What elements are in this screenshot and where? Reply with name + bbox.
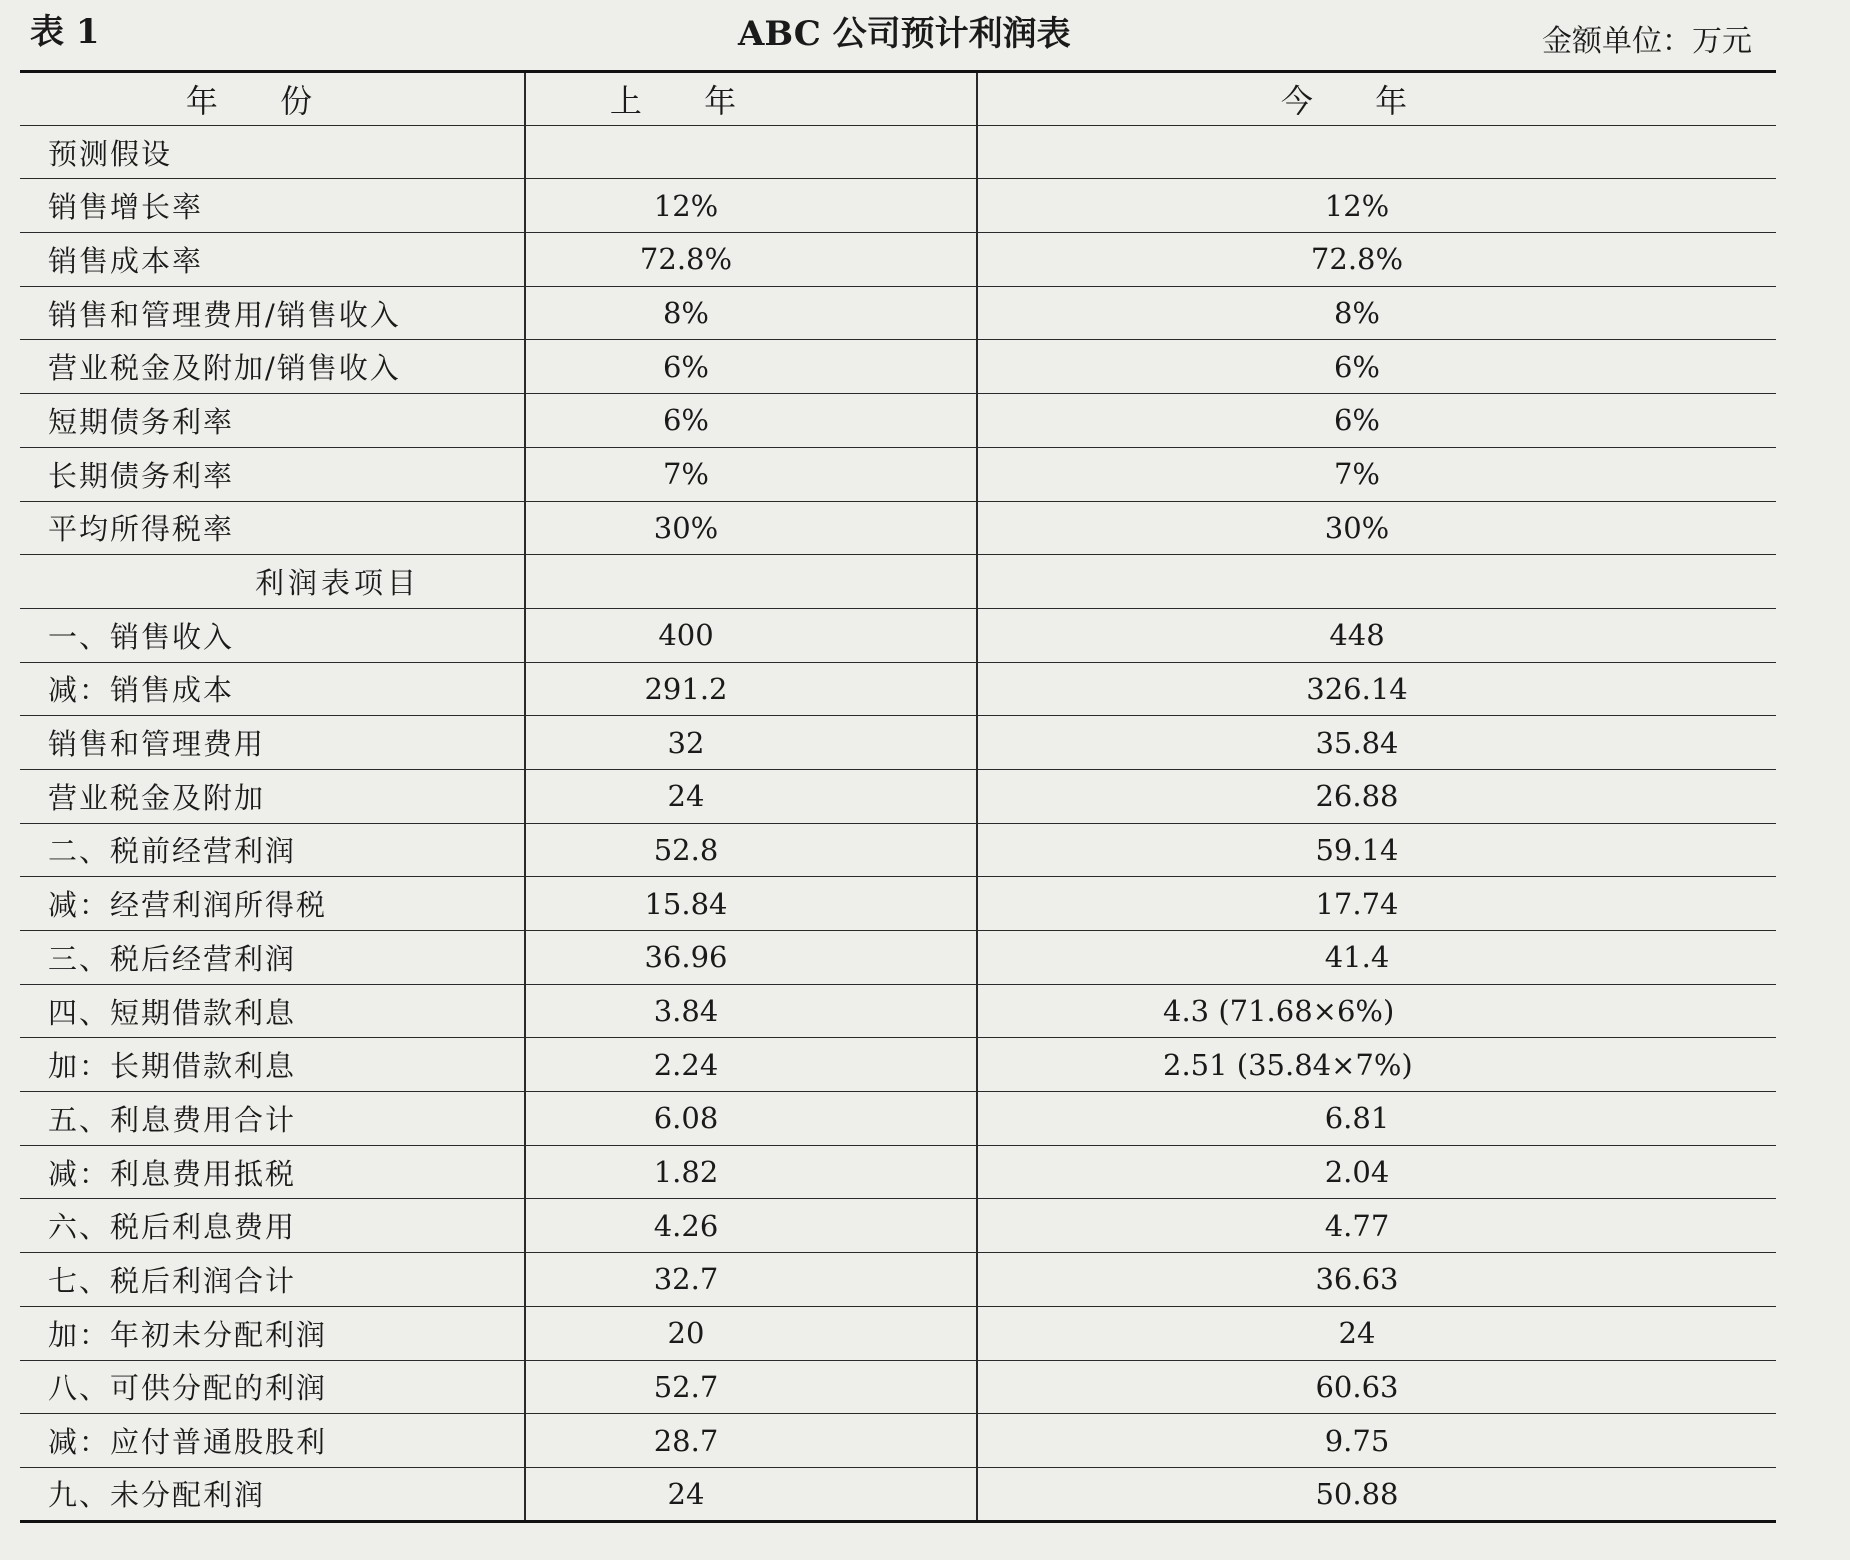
table-row: [20, 769, 1776, 823]
empty-cell: [525, 555, 977, 609]
prev-year-value: 8%: [525, 286, 977, 340]
table-row: [20, 447, 1776, 501]
table-row: [20, 1467, 1776, 1521]
header-cell-prev: 上 年: [525, 72, 977, 126]
prev-year-value: 30%: [525, 501, 977, 555]
table-row: [20, 984, 1776, 1038]
row-label: 减：销售成本: [20, 662, 525, 716]
curr-year-value: 8%: [977, 286, 1776, 340]
empty-cell: [977, 125, 1776, 179]
table-row: [20, 286, 1776, 340]
row-label: 三、税后经营利润: [20, 931, 525, 985]
prev-year-value: 28.7: [525, 1414, 977, 1468]
prev-year-value: 291.2: [525, 662, 977, 716]
table-row: [20, 179, 1776, 233]
section-row-assumptions: [20, 125, 1776, 179]
table-row: [20, 877, 1776, 931]
table-row: [20, 394, 1776, 448]
section-title-assumptions: 预测假设: [20, 125, 525, 179]
prev-year-value: 52.7: [525, 1360, 977, 1414]
prev-year-value: 72.8%: [525, 233, 977, 287]
curr-year-value: 326.14: [977, 662, 1776, 716]
table-row: [20, 1038, 1776, 1092]
row-label: 平均所得税率: [20, 501, 525, 555]
row-label: 加：长期借款利息: [20, 1038, 525, 1092]
table-row: [20, 662, 1776, 716]
curr-year-value: 2.51 (35.84×7%): [977, 1038, 1776, 1092]
curr-year-value: 4.3 (71.68×6%): [977, 984, 1776, 1038]
section-title-items: 利润表项目: [20, 555, 525, 609]
prev-year-value: 15.84: [525, 877, 977, 931]
curr-year-value: 26.88: [977, 769, 1776, 823]
prev-year-value: 6%: [525, 340, 977, 394]
curr-year-value: 59.14: [977, 823, 1776, 877]
curr-year-value: 35.84: [977, 716, 1776, 770]
row-label: 四、短期借款利息: [20, 984, 525, 1038]
prev-year-value: 12%: [525, 179, 977, 233]
curr-year-value: 9.75: [977, 1414, 1776, 1468]
row-label: 营业税金及附加/销售收入: [20, 340, 525, 394]
row-label: 加：年初未分配利润: [20, 1306, 525, 1360]
row-label: 销售成本率: [20, 233, 525, 287]
prev-year-value: 6%: [525, 394, 977, 448]
curr-year-value: 60.63: [977, 1360, 1776, 1414]
row-label: 九、未分配利润: [20, 1467, 525, 1521]
table-row: [20, 608, 1776, 662]
header-row: [20, 72, 1776, 126]
income-statement-table: [20, 70, 1776, 1523]
row-label: 五、利息费用合计: [20, 1092, 525, 1146]
prev-year-value: 4.26: [525, 1199, 977, 1253]
table-row: [20, 340, 1776, 394]
prev-year-value: 7%: [525, 447, 977, 501]
prev-year-value: 1.82: [525, 1145, 977, 1199]
prev-year-value: 32: [525, 716, 977, 770]
curr-year-value: 12%: [977, 179, 1776, 233]
row-label: 一、销售收入: [20, 608, 525, 662]
curr-year-value: 41.4: [977, 931, 1776, 985]
prev-year-value: 6.08: [525, 1092, 977, 1146]
curr-year-value: 36.63: [977, 1253, 1776, 1307]
table-row: [20, 1092, 1776, 1146]
prev-year-value: 3.84: [525, 984, 977, 1038]
row-label: 销售和管理费用: [20, 716, 525, 770]
curr-year-value: 30%: [977, 501, 1776, 555]
row-label: 减：经营利润所得税: [20, 877, 525, 931]
table-row: [20, 1306, 1776, 1360]
row-label: 七、税后利润合计: [20, 1253, 525, 1307]
curr-year-value: 2.04: [977, 1145, 1776, 1199]
row-label: 长期债务利率: [20, 447, 525, 501]
section-row-items: [20, 555, 1776, 609]
curr-year-value: 6%: [977, 340, 1776, 394]
table-row: [20, 1199, 1776, 1253]
row-label: 销售增长率: [20, 179, 525, 233]
row-label: 减：应付普通股股利: [20, 1414, 525, 1468]
table-row: [20, 1414, 1776, 1468]
row-label: 八、可供分配的利润: [20, 1360, 525, 1414]
prev-year-value: 20: [525, 1306, 977, 1360]
row-label: 减：利息费用抵税: [20, 1145, 525, 1199]
row-label: 销售和管理费用/销售收入: [20, 286, 525, 340]
curr-year-value: 7%: [977, 447, 1776, 501]
unit-label: 金额单位：万元: [1542, 24, 1752, 59]
curr-year-value: 6.81: [977, 1092, 1776, 1146]
empty-cell: [525, 125, 977, 179]
table-row: [20, 716, 1776, 770]
header-cell-curr: 今 年: [977, 72, 1776, 126]
row-label: 六、税后利息费用: [20, 1199, 525, 1253]
table-row: [20, 501, 1776, 555]
table-number-label: 表 1: [30, 12, 100, 52]
table-row: [20, 1253, 1776, 1307]
table-row: [20, 823, 1776, 877]
curr-year-value: 50.88: [977, 1467, 1776, 1521]
table-row: [20, 1145, 1776, 1199]
curr-year-value: 17.74: [977, 877, 1776, 931]
empty-cell: [977, 555, 1776, 609]
table-row: [20, 1360, 1776, 1414]
row-label: 二、税前经营利润: [20, 823, 525, 877]
prev-year-value: 52.8: [525, 823, 977, 877]
prev-year-value: 24: [525, 1467, 977, 1521]
row-label: 短期债务利率: [20, 394, 525, 448]
header-cell-year: 年 份: [20, 72, 525, 126]
prev-year-value: 32.7: [525, 1253, 977, 1307]
curr-year-value: 6%: [977, 394, 1776, 448]
curr-year-value: 448: [977, 608, 1776, 662]
table-title: ABC 公司预计利润表: [738, 14, 1071, 54]
table-row: [20, 233, 1776, 287]
prev-year-value: 400: [525, 608, 977, 662]
prev-year-value: 24: [525, 769, 977, 823]
table-row: [20, 931, 1776, 985]
prev-year-value: 2.24: [525, 1038, 977, 1092]
curr-year-value: 4.77: [977, 1199, 1776, 1253]
curr-year-value: 24: [977, 1306, 1776, 1360]
table-body: [20, 72, 1776, 1522]
prev-year-value: 36.96: [525, 931, 977, 985]
row-label: 营业税金及附加: [20, 769, 525, 823]
curr-year-value: 72.8%: [977, 233, 1776, 287]
